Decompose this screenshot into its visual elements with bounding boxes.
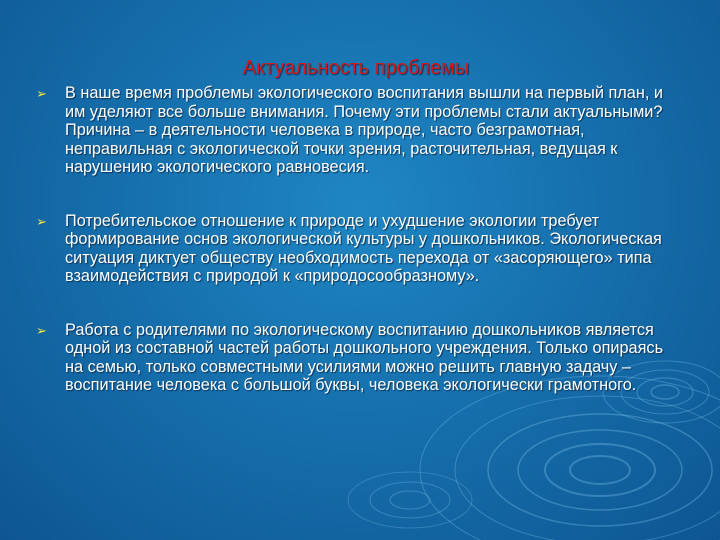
bullet-text: Потребительское отношение к природе и ухудшение экологии требует формирование основ экологической культуры у дошкольников. Экологическая ситуация диктует обществу необходимость перехода от «засоряющего» типа взаимодействия с природой к «природосообразному». [65,211,662,285]
slide-title: Актуальность проблемы [242,57,470,79]
bullet-list [36,84,676,430]
arrow-bullet-icon: ➢ [36,86,47,101]
arrow-bullet-icon: ➢ [36,213,47,229]
bullet-text: Работа с родителями по экологическому воспитанию дошкольников является одной из составной частей работы дошкольного учреждения. Только опираясь на семью, только совместными усилиями можно решить главную задачу – воспитание человека с большой буквы, человека экологически грамотного. [65,320,664,394]
bullet-item [36,212,676,286]
bullet-text: В наше время проблемы экологического воспитания вышли на первый план, и им уделяют все больше внимания. Почему эти проблемы стали актуальными? Причина – в деятельности человека в природе, часто безграмотная, неправильная с экологической точки зрения, расточительная, ведущая к нарушению экологического равновесия. [65,84,663,176]
arrow-bullet-icon: ➢ [36,322,47,338]
bullet-item [36,321,676,395]
bullet-item [36,84,676,177]
